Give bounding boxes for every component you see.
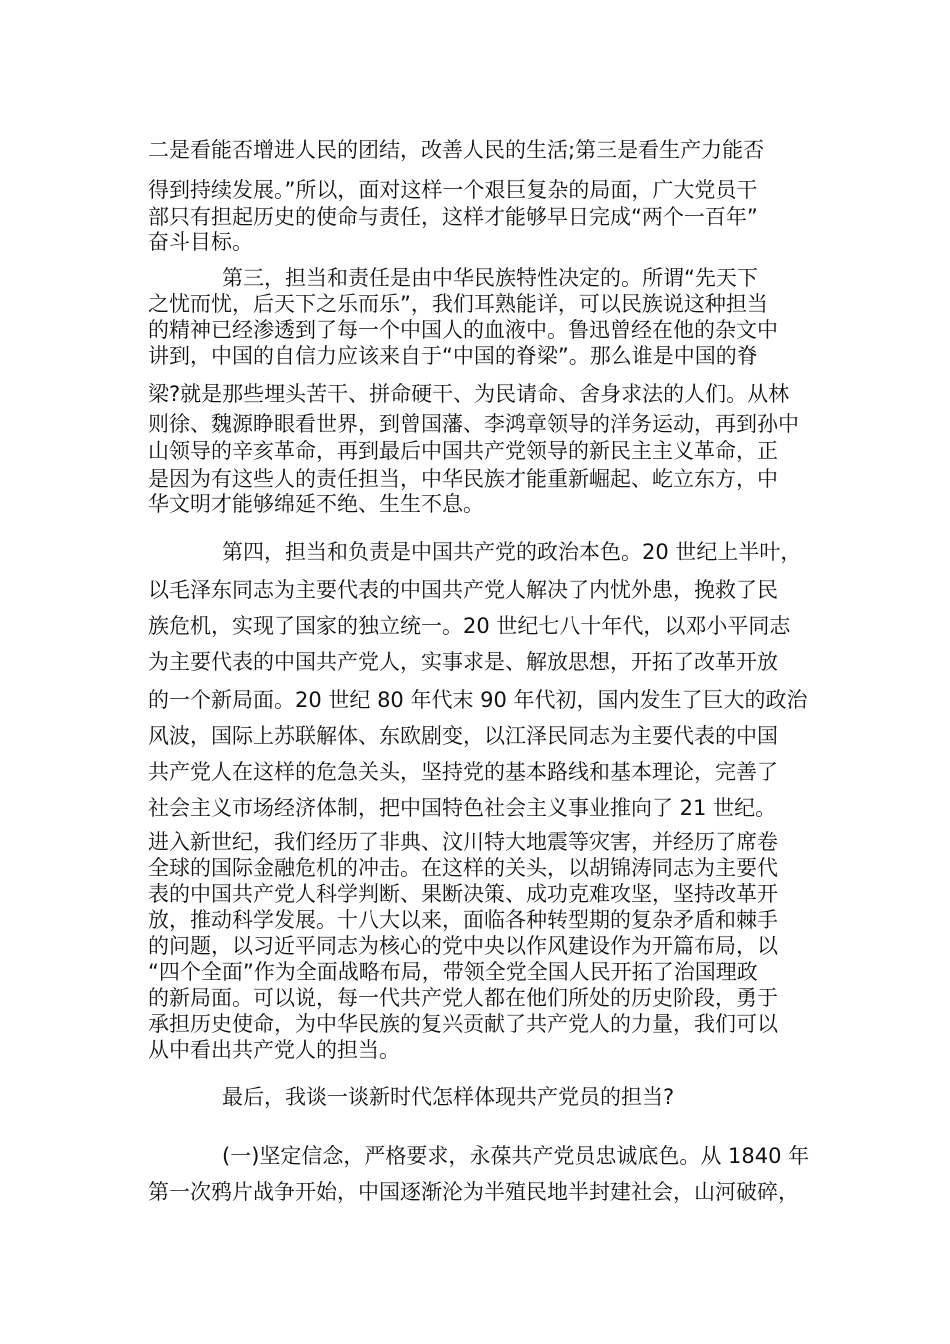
text-line: 风波，国际上苏联解体、东欧剧变，以江泽民同志为主要代表的中国	[148, 724, 778, 748]
text-line: 讲到，中国的自信力应该来自于“中国的脊梁”。那么谁是中国的脊	[148, 344, 758, 368]
text-line: 从中看出共产党人的担当。	[148, 1038, 400, 1062]
text-line: 得到持续发展。”所以，面对这样一个艰巨复杂的局面，广大党员干	[148, 178, 758, 202]
text-line: 的新局面。可以说，每一代共产党人都在他们所处的历史阶段，勇于	[148, 986, 778, 1010]
text-line: 山领导的辛亥革命，再到最后中国共产党领导的新民主主义革命，正	[148, 439, 778, 463]
text-line: 的一个新局面。20 世纪 80 年代末 90 年代初，国内发生了巨大的政治	[148, 688, 808, 712]
text-line: 社会主义市场经济体制，把中国特色社会主义事业推向了 21 世纪。	[148, 796, 777, 820]
text-line: 梁?就是那些埋头苦干、拼命硬干、为民请命、舍身求法的人们。从林	[148, 382, 790, 406]
text-line: 以毛泽东同志为主要代表的中国共产党人解决了内忧外患，挽救了民	[148, 578, 778, 602]
text-line: (一)坚定信念，严格要求，永葆共产党员忠诚底色。从 1840 年	[222, 1144, 810, 1168]
text-line: 放，推动科学发展。十八大以来，面临各种转型期的复杂矛盾和棘手	[148, 908, 778, 932]
text-line: 进入新世纪，我们经历了非典、汶川特大地震等灾害，并经历了席卷	[148, 830, 778, 854]
text-line: 表的中国共产党人科学判断、果断决策、成功克难攻坚，坚持改革开	[148, 882, 778, 906]
text-line: 的问题，以习近平同志为核心的党中央以作风建设作为开篇布局，以	[148, 934, 778, 958]
text-line: 的精神已经渗透到了每一个中国人的血液中。鲁迅曾经在他的杂文中	[148, 318, 778, 342]
text-line: 之忧而忧，后天下之乐而乐”，我们耳熟能详，可以民族说这种担当	[148, 292, 768, 316]
text-line: 共产党人在这样的危急关头，坚持党的基本路线和基本理论，完善了	[148, 760, 778, 784]
text-line: 为主要代表的中国共产党人，实事求是、解放思想，开拓了改革开放	[148, 650, 778, 674]
text-line: 承担历史使命，为中华民族的复兴贡献了共产党人的力量，我们可以	[148, 1012, 778, 1036]
text-line: 二是看能否增进人民的团结，改善人民的生活;第三是看生产力能否	[148, 138, 765, 162]
text-line: 部只有担起历史的使命与责任，这样才能够早日完成“两个一百年”	[148, 205, 758, 229]
text-line: 第四，担当和负责是中国共产党的政治本色。20 世纪上半叶，	[222, 540, 802, 564]
text-line: 第一次鸦片战争开始，中国逐渐沦为半殖民地半封建社会，山河破碎，	[148, 1180, 799, 1204]
text-line: 则徐、魏源睁眼看世界，到曾国藩、李鸿章领导的洋务运动，再到孙中	[148, 412, 799, 436]
text-line: 奋斗目标。	[148, 230, 253, 254]
text-line: 全球的国际金融危机的冲击。在这样的关头，以胡锦涛同志为主要代	[148, 856, 778, 880]
text-line: 最后，我谈一谈新时代怎样体现共产党员的担当?	[222, 1085, 675, 1109]
text-line: 第三，担当和责任是由中华民族特性决定的。所谓“先天下	[222, 266, 758, 290]
text-line: “四个全面”作为全面战略布局，带领全党全国人民开拓了治国理政	[148, 960, 758, 984]
text-line: 是因为有这些人的责任担当，中华民族才能重新崛起、屹立东方，中	[148, 467, 778, 491]
text-line: 族危机，实现了国家的独立统一。20 世纪七八十年代，以邓小平同志	[148, 614, 791, 638]
text-line: 华文明才能够绵延不绝、生生不息。	[148, 492, 484, 516]
